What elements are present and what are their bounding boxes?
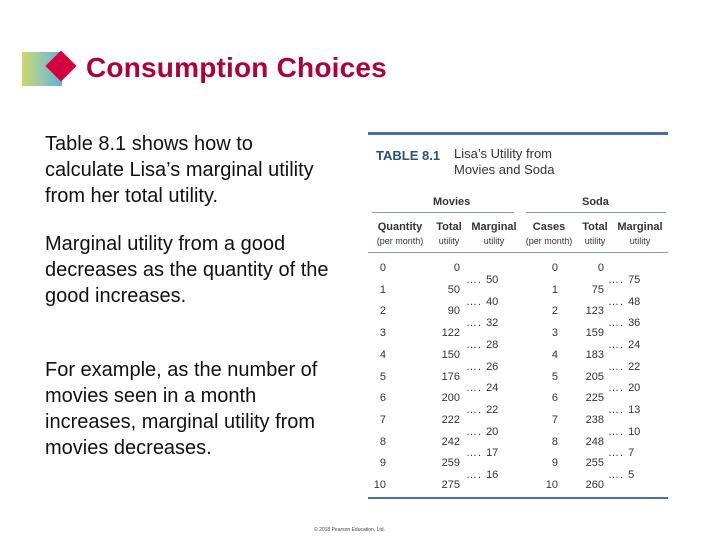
soda-cases-cell: 7: [551, 413, 558, 426]
header-quantity-main: Quantity: [377, 221, 423, 233]
movies-quantity-cell: 6: [379, 392, 386, 405]
soda-marginal-value: 48: [628, 295, 641, 308]
movies-marginal-value: 24: [486, 382, 499, 395]
soda-cases-cell: 4: [551, 348, 558, 361]
leader-dots: ….: [466, 404, 483, 417]
header-cases: [520, 220, 578, 248]
movies-quantity-cell: 5: [379, 370, 386, 383]
soda-marginal-cell: [608, 274, 640, 286]
soda-total-cell: 159: [585, 327, 604, 340]
movies-marginal-value: 50: [486, 273, 499, 286]
soda-total-cell: 75: [591, 283, 604, 296]
soda-total-cell: 0: [597, 262, 604, 274]
movies-marginal-value: 32: [486, 317, 499, 330]
soda-marginal-cell: [608, 447, 634, 459]
movies-marginal-value: 40: [486, 295, 499, 308]
header-movies-marginal-main: Marginal: [471, 221, 517, 233]
paragraph-1: Table 8.1 shows how to calculate Lisa’s marginal utility from her total utility.: [45, 133, 314, 207]
soda-total-cell: 183: [585, 348, 604, 361]
header-soda-marginal: [614, 220, 666, 248]
soda-total-cell: 123: [585, 305, 604, 318]
leader-dots: ….: [608, 425, 625, 438]
soda-marginal-value: 36: [628, 317, 641, 330]
movies-marginal-cell: [466, 404, 498, 416]
movies-total-cell: 222: [441, 413, 460, 426]
soda-cases-cell: 6: [551, 392, 558, 405]
movies-quantity-cell: 10: [373, 479, 386, 491]
movies-quantity-cell: 1: [379, 283, 386, 296]
header-quantity: [370, 220, 430, 248]
soda-marginal-cell: [608, 469, 634, 481]
movies-total-cell: 122: [441, 327, 460, 340]
header-cases-sub: (per month): [525, 236, 573, 246]
soda-marginal-cell: [608, 296, 640, 308]
leader-dots: ….: [466, 447, 483, 460]
soda-marginal-value: 13: [628, 404, 641, 417]
movies-total-cell: 150: [441, 348, 460, 361]
table-label: TABLE 8.1: [376, 148, 441, 163]
movies-group-rule: [372, 212, 514, 213]
leader-dots: ….: [466, 273, 483, 286]
copyright-footer: © 2018 Pearson Education, Ltd.: [314, 527, 385, 533]
movies-quantity-cell: 2: [379, 305, 386, 318]
soda-marginal-value: 7: [628, 447, 635, 460]
movies-total-cell: 50: [447, 283, 460, 296]
soda-marginal-cell: [608, 382, 640, 394]
leader-dots: ….: [608, 447, 625, 460]
table-caption: Lisa’s Utility from Movies and Soda: [454, 146, 555, 177]
header-soda-total: [576, 220, 614, 248]
movies-total-cell: 259: [441, 457, 460, 470]
soda-marginal-value: 5: [628, 469, 635, 482]
movies-marginal-value: 16: [486, 469, 499, 482]
leader-dots: ….: [608, 360, 625, 373]
movies-marginal-cell: [466, 317, 498, 329]
leader-dots: ….: [466, 425, 483, 438]
soda-marginal-cell: [608, 404, 640, 416]
header-movies-marginal-sub: utility: [483, 236, 505, 246]
movies-total-cell: 242: [441, 435, 460, 448]
header-quantity-sub: (per month): [376, 236, 424, 246]
header-soda-total-sub: utility: [584, 236, 606, 246]
leader-dots: ….: [608, 317, 625, 330]
header-soda-marginal-sub: utility: [629, 236, 651, 246]
movies-marginal-cell: [466, 274, 498, 286]
movies-total-cell: 176: [441, 370, 460, 383]
header-rule: [368, 252, 668, 253]
soda-marginal-cell: [608, 317, 640, 329]
paragraph-3: For example, as the number of movies seen in a month increases, marginal utility from movies decreases.: [45, 359, 318, 459]
movies-quantity-cell: 4: [379, 348, 386, 361]
soda-marginal-cell: [608, 426, 640, 438]
soda-marginal-value: 22: [628, 360, 641, 373]
soda-cases-cell: 2: [551, 305, 558, 318]
soda-total-cell: 225: [585, 392, 604, 405]
movies-marginal-value: 28: [486, 338, 499, 351]
header-cases-main: Cases: [532, 221, 566, 233]
leader-dots: ….: [466, 469, 483, 482]
movies-total-cell: 0: [453, 262, 460, 274]
header-movies-total: [430, 220, 468, 248]
leader-dots: ….: [466, 360, 483, 373]
movies-marginal-value: 22: [486, 404, 499, 417]
slide-title: Consumption Choices: [86, 52, 387, 83]
leader-dots: ….: [466, 338, 483, 351]
leader-dots: ….: [608, 469, 625, 482]
movies-quantity-cell: 7: [379, 413, 386, 426]
header-soda-marginal-main: Marginal: [617, 221, 663, 233]
movies-marginal-cell: [466, 426, 498, 438]
movies-marginal-cell: [466, 469, 498, 481]
leader-dots: ….: [466, 317, 483, 330]
leader-dots: ….: [608, 295, 625, 308]
movies-marginal-value: 26: [486, 360, 499, 373]
movies-quantity-cell: 0: [379, 262, 386, 274]
leader-dots: ….: [608, 273, 625, 286]
soda-marginal-value: 10: [628, 425, 641, 438]
table-bottom-rule: [368, 497, 668, 499]
soda-cases-cell: 9: [551, 457, 558, 470]
soda-marginal-value: 20: [628, 382, 641, 395]
movies-quantity-cell: 8: [379, 435, 386, 448]
movies-marginal-value: 20: [486, 425, 499, 438]
leader-dots: ….: [608, 404, 625, 417]
movies-marginal-cell: [466, 339, 498, 351]
soda-total-cell: 205: [585, 370, 604, 383]
soda-total-cell: 238: [585, 413, 604, 426]
header-movies-marginal: [468, 220, 520, 248]
header-movies-total-main: Total: [436, 221, 462, 233]
soda-cases-cell: 10: [545, 479, 558, 491]
movies-marginal-value: 17: [486, 447, 499, 460]
soda-cases-cell: 0: [551, 262, 558, 274]
soda-cases-cell: 8: [551, 435, 558, 448]
leader-dots: ….: [608, 338, 625, 351]
soda-marginal-cell: [608, 339, 640, 351]
group-soda: Soda: [582, 196, 609, 208]
soda-cases-cell: 3: [551, 327, 558, 340]
movies-marginal-cell: [466, 296, 498, 308]
group-movies: Movies: [433, 196, 471, 208]
soda-marginal-value: 24: [628, 338, 641, 351]
table-top-rule: [368, 132, 668, 135]
utility-table: [368, 132, 668, 500]
movies-marginal-cell: [466, 382, 498, 394]
soda-marginal-value: 75: [628, 273, 641, 286]
soda-total-cell: 248: [585, 435, 604, 448]
soda-total-cell: 260: [585, 479, 604, 491]
movies-total-cell: 90: [447, 305, 460, 318]
movies-total-cell: 200: [441, 392, 460, 405]
movies-total-cell: 275: [441, 479, 460, 491]
movies-marginal-cell: [466, 361, 498, 373]
soda-cases-cell: 5: [551, 370, 558, 383]
movies-quantity-cell: 9: [379, 457, 386, 470]
soda-marginal-cell: [608, 361, 640, 373]
leader-dots: ….: [608, 382, 625, 395]
movies-marginal-cell: [466, 447, 498, 459]
leader-dots: ….: [466, 382, 483, 395]
movies-quantity-cell: 3: [379, 327, 386, 340]
paragraph-2: Marginal utility from a good decreases as the quantity of the good increases.: [45, 233, 329, 307]
soda-cases-cell: 1: [551, 283, 558, 296]
header-movies-total-sub: utility: [438, 236, 460, 246]
header-soda-total-main: Total: [582, 221, 608, 233]
leader-dots: ….: [466, 295, 483, 308]
soda-total-cell: 255: [585, 457, 604, 470]
soda-group-rule: [526, 212, 666, 213]
